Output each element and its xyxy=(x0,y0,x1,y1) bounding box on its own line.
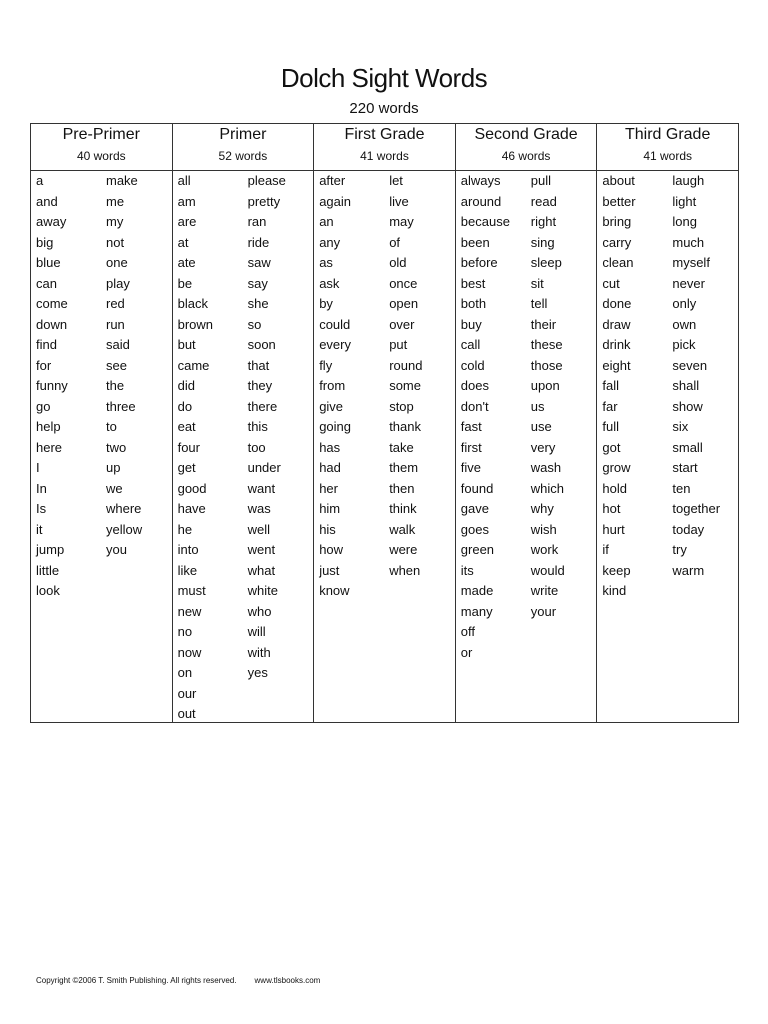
word-item: just xyxy=(319,562,340,578)
word-item: what xyxy=(247,562,276,578)
word-item: yellow xyxy=(106,521,143,537)
word-item: pick xyxy=(672,337,696,352)
word-item: be xyxy=(177,275,193,291)
word-item: big xyxy=(36,234,54,250)
word-item: red xyxy=(106,296,125,311)
column-second-grade xyxy=(455,124,597,722)
word-item: off xyxy=(460,624,475,639)
word-item: five xyxy=(460,460,482,475)
word-item: look xyxy=(36,583,60,598)
word-item: soon xyxy=(247,337,276,352)
word-item: two xyxy=(106,439,127,455)
word-item: little xyxy=(36,562,60,578)
word-item: about xyxy=(602,173,635,188)
word-item: we xyxy=(106,480,123,496)
word-item: ride xyxy=(247,234,270,250)
word-item: goes xyxy=(460,521,489,537)
word-item: for xyxy=(36,357,52,373)
word-item: going xyxy=(319,419,351,434)
word-item: here xyxy=(36,439,63,455)
word-item: must xyxy=(177,583,206,598)
word-item: from xyxy=(319,378,346,393)
column-title: First Grade xyxy=(344,126,425,143)
word-item: best xyxy=(460,275,486,291)
word-item: today xyxy=(672,521,705,537)
word-item: but xyxy=(177,337,196,352)
word-item: make xyxy=(106,173,138,188)
word-item: sit xyxy=(530,275,544,291)
column-header xyxy=(314,124,455,171)
word-item: well xyxy=(247,521,270,537)
word-item: out xyxy=(177,706,196,721)
word-item: good xyxy=(177,480,207,496)
word-item: away xyxy=(36,214,67,229)
word-item: upon xyxy=(530,378,560,393)
word-item: far xyxy=(602,398,618,414)
word-item: if xyxy=(602,542,609,557)
word-list-left xyxy=(173,171,248,725)
word-item: pretty xyxy=(247,193,281,209)
word-item: on xyxy=(177,665,193,680)
word-item: the xyxy=(106,378,125,393)
word-item: down xyxy=(36,316,68,332)
word-item: who xyxy=(247,603,272,619)
word-item: went xyxy=(247,542,276,557)
word-item: say xyxy=(247,275,268,291)
word-item: thank xyxy=(389,419,421,434)
word-item: start xyxy=(672,460,698,475)
word-item: it xyxy=(36,521,43,537)
word-item: know xyxy=(319,583,350,598)
word-item: try xyxy=(672,542,687,557)
word-item: kind xyxy=(602,583,627,598)
column-body xyxy=(31,171,172,602)
word-item: will xyxy=(247,624,266,639)
website-link[interactable]: www.tlsbooks.com xyxy=(254,976,321,985)
word-item: they xyxy=(247,378,273,393)
word-item: was xyxy=(247,501,271,516)
word-item: run xyxy=(106,316,125,332)
word-item: four xyxy=(177,439,200,455)
column-header xyxy=(456,124,597,171)
word-item: six xyxy=(672,419,689,434)
word-item: ten xyxy=(672,480,691,496)
word-list-left xyxy=(31,171,106,602)
word-item: cold xyxy=(460,357,485,373)
word-item: In xyxy=(36,480,47,496)
word-item: found xyxy=(460,480,494,496)
word-item: before xyxy=(460,255,498,270)
word-item: our xyxy=(177,685,197,701)
copyright-notice: Copyright ©2006 T. Smith Publishing. All rights reserved. xyxy=(36,976,237,985)
word-item: play xyxy=(106,275,130,291)
word-item: are xyxy=(177,214,197,229)
word-item: grow xyxy=(602,460,631,475)
word-item: had xyxy=(319,460,341,475)
word-item: first xyxy=(460,439,482,455)
column-title: Primer xyxy=(219,126,267,143)
column-primer xyxy=(172,124,314,722)
word-item: jump xyxy=(36,542,65,557)
word-item: to xyxy=(106,419,117,434)
column-title: Second Grade xyxy=(474,126,578,143)
word-item: under xyxy=(247,460,281,475)
word-item: fall xyxy=(602,378,619,393)
word-item: after xyxy=(319,173,346,188)
word-item: please xyxy=(247,173,286,188)
word-item: only xyxy=(672,296,697,311)
word-item: any xyxy=(319,234,341,250)
word-item: walk xyxy=(389,521,416,537)
word-item: small xyxy=(672,439,703,455)
column-header xyxy=(31,124,172,171)
word-item: at xyxy=(177,234,189,250)
word-item: hot xyxy=(602,501,621,516)
word-item: has xyxy=(319,439,341,455)
word-item: clean xyxy=(602,255,634,270)
column-word-count: 40 words xyxy=(76,149,126,163)
word-item: read xyxy=(530,193,557,209)
word-item: some xyxy=(389,378,421,393)
sight-words-table xyxy=(30,123,739,723)
word-item: were xyxy=(389,542,418,557)
word-item: shall xyxy=(672,378,700,393)
word-item: your xyxy=(530,603,557,619)
word-item: laugh xyxy=(672,173,705,188)
word-item: by xyxy=(319,296,333,311)
column-header xyxy=(173,124,314,171)
word-item: white xyxy=(247,583,278,598)
word-item: us xyxy=(530,398,545,414)
word-item: many xyxy=(460,603,493,619)
word-item: seven xyxy=(672,357,708,373)
word-item: done xyxy=(602,296,632,311)
word-item: put xyxy=(389,337,408,352)
word-item: both xyxy=(460,296,487,311)
word-item: help xyxy=(36,419,61,434)
word-item: old xyxy=(389,255,407,270)
word-item: sleep xyxy=(530,255,562,270)
word-item: said xyxy=(106,337,130,352)
column-third-grade xyxy=(596,124,738,722)
word-item: give xyxy=(319,398,344,414)
word-item: no xyxy=(177,624,193,639)
word-item: not xyxy=(106,234,125,250)
word-list-right xyxy=(672,171,720,602)
word-item: ask xyxy=(319,275,340,291)
word-item: because xyxy=(460,214,510,229)
word-item: see xyxy=(106,357,127,373)
word-item: long xyxy=(672,214,697,229)
word-item: of xyxy=(389,234,401,250)
word-list-right xyxy=(389,171,422,602)
word-item: Is xyxy=(36,501,47,516)
word-item: ate xyxy=(177,255,196,270)
word-item: take xyxy=(389,439,414,455)
word-item: have xyxy=(177,501,206,516)
word-item: him xyxy=(319,501,341,516)
word-item: own xyxy=(672,316,697,332)
column-word-count: 41 words xyxy=(643,149,693,163)
word-item: am xyxy=(177,193,196,209)
word-list-left xyxy=(314,171,389,602)
word-item: why xyxy=(530,501,554,516)
word-item: those xyxy=(530,357,563,373)
word-item: want xyxy=(247,480,276,496)
word-item: would xyxy=(530,562,565,578)
word-item: eight xyxy=(602,357,631,373)
word-item: I xyxy=(36,460,40,475)
column-title: Third Grade xyxy=(624,126,711,143)
word-item: this xyxy=(247,419,268,434)
word-item: funny xyxy=(36,378,68,393)
word-item: now xyxy=(177,644,202,660)
word-list-right xyxy=(531,171,565,663)
word-item: think xyxy=(389,501,417,516)
word-item: where xyxy=(106,501,142,516)
word-item: new xyxy=(177,603,202,619)
column-first-grade xyxy=(313,124,455,722)
word-item: again xyxy=(319,193,351,209)
word-list-right xyxy=(248,171,286,725)
word-item: full xyxy=(602,419,619,434)
column-body xyxy=(314,171,455,602)
word-item: don't xyxy=(460,398,489,414)
word-item: come xyxy=(36,296,68,311)
word-item: find xyxy=(36,337,57,352)
word-item: there xyxy=(247,398,278,414)
word-item: you xyxy=(106,542,127,557)
word-item: tell xyxy=(530,296,548,311)
word-item: and xyxy=(36,193,58,209)
word-item: a xyxy=(36,173,44,188)
word-item: once xyxy=(389,275,418,291)
word-item: does xyxy=(460,378,489,393)
word-item: his xyxy=(319,521,336,537)
word-item: wash xyxy=(530,460,562,475)
word-item: fly xyxy=(319,357,333,373)
word-item: one xyxy=(106,255,128,270)
word-item: write xyxy=(530,583,559,598)
word-item: brown xyxy=(177,316,214,332)
word-item: too xyxy=(247,439,266,455)
word-item: show xyxy=(672,398,703,414)
word-item: as xyxy=(319,255,333,270)
word-item: stop xyxy=(389,398,414,414)
column-body xyxy=(173,171,314,725)
word-item: myself xyxy=(672,255,710,270)
word-item: up xyxy=(106,460,121,475)
word-item: work xyxy=(530,542,559,557)
word-item: gave xyxy=(460,501,489,516)
word-item: my xyxy=(106,214,124,229)
word-item: then xyxy=(389,480,415,496)
word-item: three xyxy=(106,398,136,414)
word-item: could xyxy=(319,316,351,332)
word-item: get xyxy=(177,460,196,475)
word-item: or xyxy=(460,644,473,660)
page-subtitle: 220 words xyxy=(349,100,419,117)
word-item: all xyxy=(177,173,191,188)
word-item: black xyxy=(177,296,208,311)
word-item: much xyxy=(672,234,705,250)
word-list-left xyxy=(597,171,672,602)
column-word-count: 41 words xyxy=(360,149,409,163)
word-item: go xyxy=(36,398,51,414)
page-title: Dolch Sight Words xyxy=(280,63,488,93)
word-item: call xyxy=(460,337,481,352)
word-item: very xyxy=(530,439,556,455)
word-item: so xyxy=(247,316,262,332)
word-item: blue xyxy=(36,255,61,270)
word-list-right xyxy=(106,171,142,602)
word-item: bring xyxy=(602,214,632,229)
word-item: these xyxy=(530,337,563,352)
word-item: right xyxy=(530,214,557,229)
word-item: every xyxy=(319,337,351,352)
word-item: their xyxy=(530,316,557,332)
word-item: saw xyxy=(247,255,271,270)
word-item: draw xyxy=(602,316,631,332)
word-item: when xyxy=(389,562,421,578)
word-item: over xyxy=(389,316,415,332)
word-item: never xyxy=(672,275,705,291)
footer xyxy=(36,976,320,986)
word-item: live xyxy=(389,193,409,209)
word-item: her xyxy=(319,480,338,496)
word-item: that xyxy=(247,357,270,373)
word-item: its xyxy=(460,562,474,578)
word-item: like xyxy=(177,562,198,578)
word-item: always xyxy=(460,173,501,188)
word-item: green xyxy=(460,542,495,557)
word-item: them xyxy=(389,460,419,475)
word-item: did xyxy=(177,378,195,393)
word-item: she xyxy=(247,296,269,311)
word-item: he xyxy=(177,521,193,537)
word-item: yes xyxy=(247,665,268,680)
word-item: eat xyxy=(177,419,196,434)
word-item: use xyxy=(530,419,552,434)
word-list-left xyxy=(456,171,531,663)
word-item: drink xyxy=(602,337,631,352)
word-item: been xyxy=(460,234,490,250)
word-item: ran xyxy=(247,214,267,229)
word-item: pull xyxy=(530,173,552,188)
word-item: can xyxy=(36,275,57,291)
word-item: buy xyxy=(460,316,482,332)
word-item: sing xyxy=(530,234,555,250)
column-word-count: 52 words xyxy=(218,149,268,163)
word-item: together xyxy=(672,501,721,516)
word-item: me xyxy=(106,193,125,209)
word-item: wish xyxy=(530,521,557,537)
word-item: an xyxy=(319,214,334,229)
word-item: cut xyxy=(602,275,620,291)
word-item: round xyxy=(389,357,423,373)
word-item: better xyxy=(602,193,636,209)
word-item: around xyxy=(460,193,502,209)
column-pre-primer xyxy=(31,124,172,722)
word-item: into xyxy=(177,542,199,557)
word-item: open xyxy=(389,296,419,311)
word-item: hurt xyxy=(602,521,625,537)
word-item: made xyxy=(460,583,494,598)
word-item: carry xyxy=(602,234,632,250)
word-item: which xyxy=(530,480,565,496)
column-header xyxy=(597,124,738,171)
word-item: do xyxy=(177,398,193,414)
word-item: warm xyxy=(672,562,705,578)
word-item: how xyxy=(319,542,344,557)
word-item: with xyxy=(247,644,271,660)
word-item: let xyxy=(389,173,403,188)
column-title: Pre-Primer xyxy=(62,126,140,143)
word-item: may xyxy=(389,214,414,229)
column-body xyxy=(456,171,597,663)
word-item: hold xyxy=(602,480,627,496)
column-body xyxy=(597,171,738,602)
word-item: fast xyxy=(460,419,482,434)
word-item: came xyxy=(177,357,210,373)
column-word-count: 46 words xyxy=(501,149,551,163)
word-item: light xyxy=(672,193,697,209)
word-item: keep xyxy=(602,562,631,578)
word-item: got xyxy=(602,439,621,455)
